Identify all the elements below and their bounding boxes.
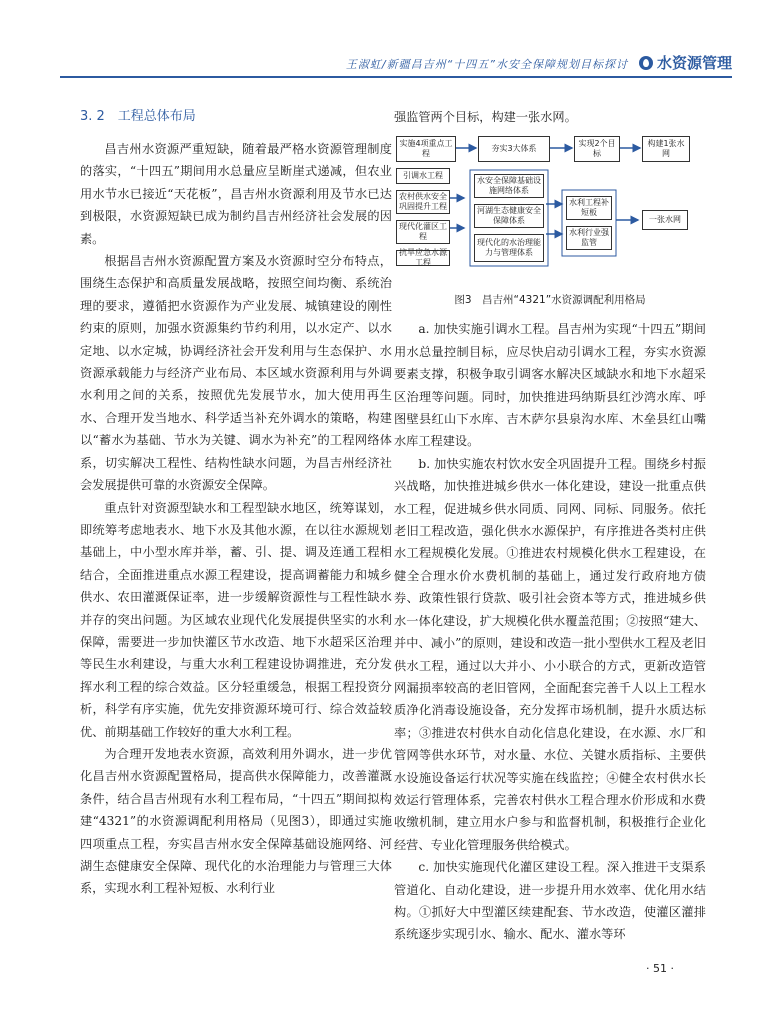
running-title: 王淑虹/新疆昌吉州“十四五”水安全保障规划目标探讨	[345, 58, 628, 71]
journal-name: 水资源管理	[656, 54, 732, 72]
col4-header: 构建1张水网	[642, 136, 690, 162]
figure-4321-diagram	[394, 134, 694, 282]
paragraph: c. 加快实施现代化灌区建设工程。深入推进干支渠系管道化、自动化建设，进一步提升用水效率、优化用水结构。①抓好大中型灌区续建配套、节水改造，使灌区灌排系统逐步实现引水、输水、配水、灌水等环	[394, 860, 706, 942]
journal-logo	[639, 52, 732, 73]
col2-item: 河湖生态健康安全保障体系	[474, 204, 544, 228]
paragraph: b. 加快实施农村饮水安全巩固提升工程。围绕乡村振兴战略，加快推进城乡供水一体化建设，建设一批重点供水工程，促进城乡供水同质、同网、同标、同服务。依托老旧工程改造，强化供水水源保护，有序推进各类村庄供水工程规模化发展。①推进农村规模化供水工程建设，在健全合理水价水费机制的基础上，通过发行政府地方债券、政策性银行贷款、吸引社会资本等方式，推进城乡供水一体化建设，扩大规模化供水覆盖范围；②按照“建大、并中、减小”的原则，建设和改造一批小型供水工程及老旧供水工程，通过以大并小、小小联合的方式，更新改造管网漏损率较高的老旧管网，全面配套完善千人以上工程水质净化消毒设施设备，充分发挥市场机制，提升水质达标率；③推进农村供水自动化信息化建设，在水源、水厂和管网等供水环节，对水量、水位、关键水质指标、主要供水设施设备运行状况等实施在线监控；④健全农村供水长效运行管理体系，完善农村供水工程合理水价形成和水费收缴机制，建立用水户参与和监督机制，积极推行企业化经营、专业化管理服务供给模式。	[394, 456, 706, 852]
paragraph: 重点针对资源型缺水和工程型缺水地区，统筹谋划，即统筹考虑地表水、地下水及其他水源，在以往水源规划基础上，中小型水库并举，蓄、引、提、调及连通工程相结合，全面推进重点水源工程建设，提高调蓄能力和城乡供水、农田灌溉保证率，进一步缓解资源性与工程性缺水并存的突出问题。为区域农业现代化发展提供坚实的水利保障，需要进一步加快灌区节水改造、地下水超采区治理等民生水利建设，与重大水利工程建设协调推进，充分发挥水利工程的综合效益。区分轻重缓急，根据工程投资分析，科学有序实施，优先安排资源环境可行、综合效益较优、前期基础工作较好的重大水利工程。	[80, 500, 392, 739]
section-title: 3. 2 工程总体布局	[80, 109, 196, 124]
col1-item: 引调水工程	[396, 168, 450, 184]
col1-item: 抗旱应急水源工程	[396, 250, 450, 266]
water-drop-icon	[639, 56, 653, 70]
paragraph: 根据昌吉州水资源配置方案及水资源时空分布特点，围绕生态保护和高质量发展战略，按照空间均衡、系统治理的要求，遵循把水资源作为产业发展、城镇建设的刚性约束的原则，加强水资源集约节约利用，以水定产、以水定地、以水定城，协调经济社会开发利用与生态保护、水资源承载能力与经济产业布局、本区域水资源利用与外调水利用之间的关系，按照优先发展节水，加大使用再生水、合理开发当地水、科学适当补充外调水的策略，构建以“蓄水为基础、节水为关键、调水为补充”的工程网络体系，切实解决工程性、结构性缺水问题，为昌吉州经济社会发展提供可靠的水资源安全保障。	[80, 254, 392, 493]
col2-header: 夯实3大体系	[478, 136, 550, 162]
right-column	[394, 106, 706, 946]
col3-header: 实现2个目标	[574, 136, 620, 162]
col3-item: 水利行业强监管	[566, 226, 612, 250]
paragraph: 昌吉州水资源严重短缺，随着最严格水资源管理制度的落实，“十四五”期间用水总量应呈断崖式递减，但农业用水节水已接近“天花板”，昌吉州水资源利用及节水已达到极限，水资源短缺已成为制约昌吉州经济社会发展的因素。	[80, 142, 392, 246]
paragraph: 为合理开发地表水资源，高效利用外调水，进一步优化昌吉州水资源配置格局，提高供水保障能力，改善灌溉条件，结合昌吉州现有水利工程布局，“十四五”期间拟构建“4321”的水资源调配利用格局（见图3），即通过实施四项重点工程，夯实昌吉州水安全保障基础设施网络、河湖生态健康安全保障、现代化的水治理能力与管理三大体系，实现水利工程补短板、水利行业	[80, 746, 392, 896]
col2-item: 水安全保障基础设施网络体系	[474, 174, 544, 198]
paragraph: a. 加快实施引调水工程。昌吉州为实现“十四五”期间用水总量控制目标，应尽快启动引调水工程，夯实水资源要素支撑，积极争取引调客水解决区域缺水和地下水超采区治理等问题。同时，加快推进玛纳斯县红沙湾水库、呼图壁县红山下水库、吉木萨尔县泉沟水库、木垒县红山嘴水库工程建设。	[394, 322, 706, 449]
col1-item: 现代化灌区工程	[396, 220, 450, 244]
col4-item: 一张水网	[642, 210, 688, 230]
figure-caption: 图3 昌吉州“4321”水资源调配利用格局	[454, 294, 646, 307]
paragraph-continuation: 强监管两个目标，构建一张水网。	[394, 110, 577, 124]
col1-item: 农村供水安全巩固提升工程	[396, 190, 450, 214]
col1-header: 实施4项重点工程	[396, 136, 456, 162]
col3-item: 水利工程补短板	[566, 196, 612, 220]
left-column	[80, 106, 392, 900]
page-header	[0, 40, 760, 100]
header-rule	[60, 76, 732, 78]
page-number: · 51 ·	[646, 962, 674, 975]
col2-item: 现代化的水治理能力与管理体系	[474, 234, 544, 262]
